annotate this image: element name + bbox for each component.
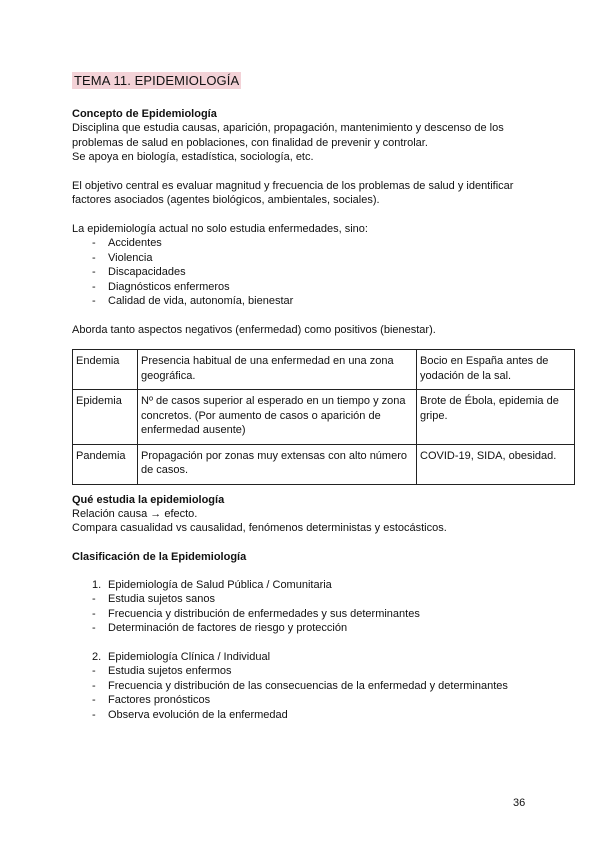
heading-que-estudia: Qué estudia la epidemiología	[72, 493, 225, 506]
list-item: - Frecuencia y distribución de las consecuencias de la enfermedad y determinantes	[72, 679, 532, 694]
text-line: Disciplina que estudia causas, aparición, propagación, mantenimiento y descenso de los	[72, 122, 504, 134]
list-item: - Estudia sujetos sanos	[72, 592, 532, 607]
table-cell-term: Pandemia	[73, 444, 138, 484]
text-line: Compara casualidad vs causalidad, fenómenos deterministas y estocásticos.	[72, 522, 447, 534]
section-objetivo	[72, 179, 532, 208]
item-number: 1.	[92, 578, 102, 591]
table-row	[73, 390, 575, 445]
table-cell-example: COVID-19, SIDA, obesidad.	[417, 444, 575, 484]
table-cell-example: Brote de Ébola, epidemia de gripe.	[417, 390, 575, 445]
list-item: - Calidad de vida, autonomía, bienestar	[72, 294, 532, 309]
list-item: - Diagnósticos enfermeros	[72, 280, 532, 295]
table-cell-desc: Presencia habitual de una enfermedad en una zona geográfica.	[138, 350, 417, 390]
section-que-estudia	[72, 493, 532, 536]
list-item: - Discapacidades	[72, 265, 532, 280]
page-number: 36	[513, 797, 526, 809]
table-cell-example: Bocio en España antes de yodación de la sal.	[417, 350, 575, 390]
list-item: - Determinación de factores de riesgo y protección	[72, 621, 532, 636]
section-clasificacion	[72, 550, 532, 723]
text-line: problemas de salud en poblaciones, con finalidad de prevenir y controlar.	[72, 136, 428, 149]
heading-concepto: Concepto de Epidemiología	[72, 108, 217, 120]
text-line: Se apoya en biología, estadística, sociología, etc.	[72, 151, 314, 163]
text-line: Relación causa → efecto.	[72, 507, 198, 520]
list-item: - Frecuencia y distribución de enfermedades y sus determinantes	[72, 607, 532, 622]
numbered-item-1	[72, 578, 532, 593]
table-cell-desc: Nº de casos superior al esperado en un tiempo y zona concretos. (Por aumento de casos o aparición de enfermedad ausente)	[138, 390, 417, 445]
list-clinica	[72, 664, 532, 722]
list-item: - Factores pronósticos	[72, 693, 532, 708]
list-item: - Violencia	[72, 251, 532, 266]
numbered-item-2	[72, 650, 532, 665]
text-aborda: Aborda tanto aspectos negativos (enfermedad) como positivos (bienestar).	[72, 323, 436, 336]
definitions-table	[72, 349, 575, 485]
text-line: factores asociados (agentes biológicos, ambientales, sociales).	[72, 194, 380, 206]
list-item: - Accidentes	[72, 236, 532, 251]
item-number: 2.	[92, 650, 102, 663]
table-cell-term: Endemia	[73, 350, 138, 390]
list-item: - Estudia sujetos enfermos	[72, 664, 532, 679]
section-actual	[72, 222, 532, 309]
list-actual	[72, 236, 532, 309]
item-title: Epidemiología Clínica / Individual	[108, 650, 271, 663]
section-concepto	[72, 107, 532, 165]
item-title: Epidemiología de Salud Pública / Comunitaria	[108, 578, 332, 591]
list-salud-publica	[72, 592, 532, 636]
table-row	[73, 444, 575, 484]
page-content	[72, 72, 559, 722]
table-row	[73, 350, 575, 390]
text-line: El objetivo central es evaluar magnitud y frecuencia de los problemas de salud y identificar	[72, 179, 514, 192]
text-intro: La epidemiología actual no solo estudia enfermedades, sino:	[72, 222, 368, 235]
table-cell-term: Epidemia	[73, 390, 138, 445]
table-cell-desc: Propagación por zonas muy extensas con alto número de casos.	[138, 444, 417, 484]
list-item: - Observa evolución de la enfermedad	[72, 708, 532, 723]
heading-clasificacion: Clasificación de la Epidemiología	[72, 550, 247, 563]
page-title: TEMA 11. EPIDEMIOLOGÍA	[74, 73, 240, 88]
